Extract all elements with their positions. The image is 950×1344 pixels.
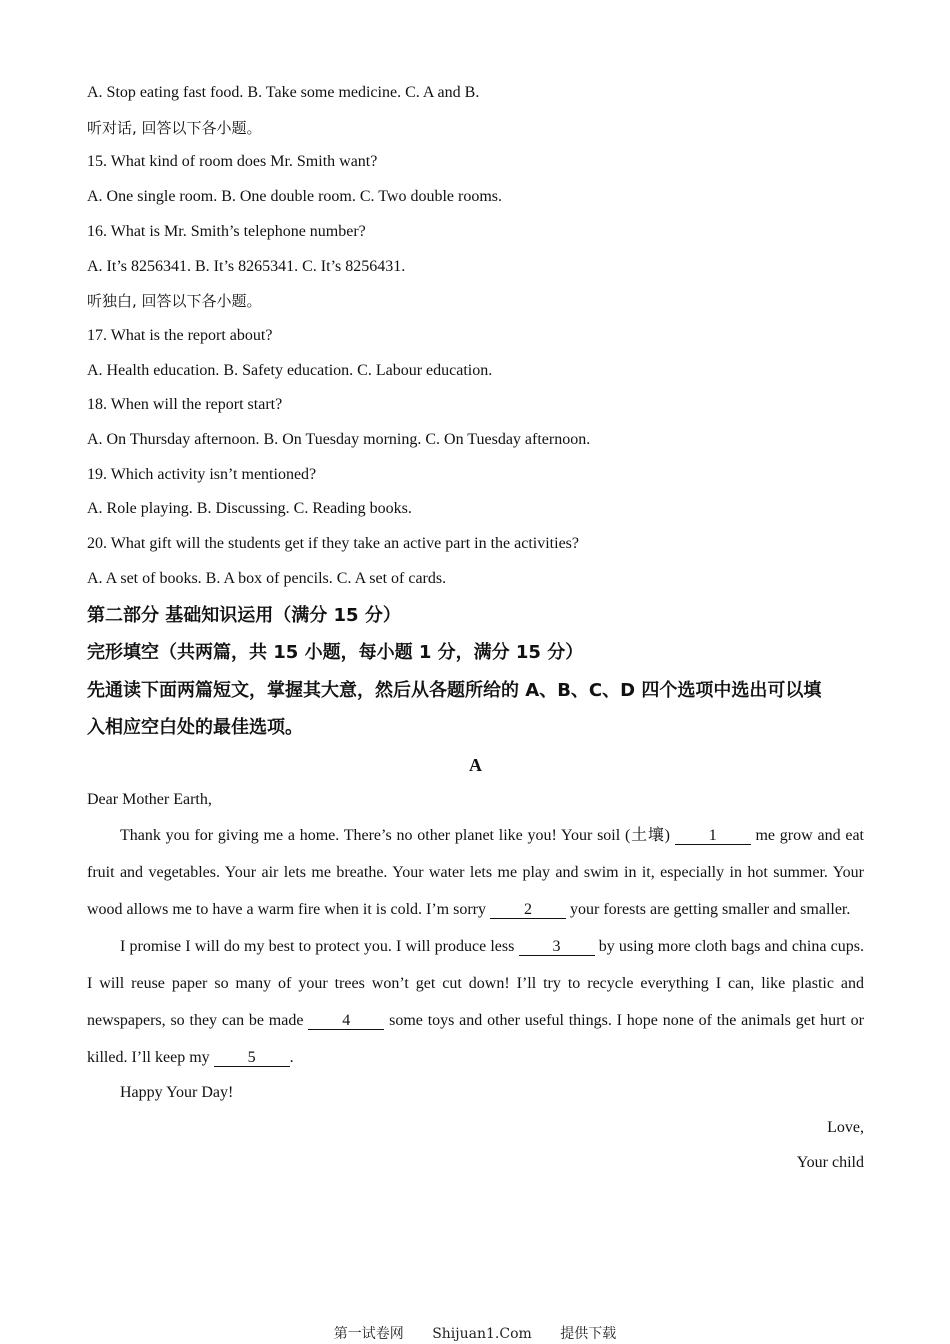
paragraph-text: Thank you for giving me a home. There’s no other planet like you! Your soil (土壤) xyxy=(120,827,675,845)
blank-1: 1 xyxy=(675,828,751,845)
q15-options: A. One single room. B. One double room. C. Two double rooms. xyxy=(87,188,502,206)
letter-closing-line: Happy Your Day! xyxy=(120,1084,234,1102)
letter-paragraph-1 xyxy=(87,817,864,928)
monologue-instruction: 听独白, 回答以下各小题。 xyxy=(87,292,262,311)
q18-text: 18. When will the report start? xyxy=(87,396,283,414)
blank-4: 4 xyxy=(308,1013,384,1030)
letter-salutation: Dear Mother Earth, xyxy=(87,790,212,808)
section-instruction-line-2: 入相应空白处的最佳选项。 xyxy=(87,717,303,739)
footer-site-en: Shijuan1.Com xyxy=(432,1326,532,1342)
q16-options: A. It’s 8256341. B. It’s 8265341. C. It’s 8256431. xyxy=(87,257,406,275)
page-footer xyxy=(0,1324,950,1344)
section-subheading: 完形填空（共两篇，共 15 小题，每小题 1 分，满分 15 分） xyxy=(87,642,584,664)
letter-signature: Your child xyxy=(796,1153,864,1171)
paragraph-text: some toys and other useful things. I hope none of the animals get hurt or killed. I’ll keep my xyxy=(87,1012,864,1067)
q19-options: A. Role playing. B. Discussing. C. Reading books. xyxy=(87,500,412,518)
q19-text: 19. Which activity isn’t mentioned? xyxy=(87,465,317,483)
footer-provide: 提供下载 xyxy=(560,1326,617,1342)
blank-2: 2 xyxy=(490,902,566,919)
document-page xyxy=(87,76,864,1180)
q18-options: A. On Thursday afternoon. B. On Tuesday morning. C. On Tuesday afternoon. xyxy=(87,431,591,449)
q20-options: A. A set of books. B. A box of pencils. C. A set of cards. xyxy=(87,569,447,587)
paragraph-text: I promise I will do my best to protect you. I will produce less xyxy=(120,938,519,956)
letter-love: Love, xyxy=(827,1118,864,1136)
q14-options: A. Stop eating fast food. B. Take some medicine. C. A and B. xyxy=(87,84,480,101)
q20-text: 20. What gift will the students get if they take an active part in the activities? xyxy=(87,535,579,553)
passage-title: A xyxy=(469,754,482,775)
q17-text: 17. What is the report about? xyxy=(87,326,273,344)
paragraph-text: me grow and eat fruit and vegetables. Your air lets me breathe. Your water lets me play and swim in it, especially in hot summer. Your wood allows me to have a warm fire when it is cold. I’m sorry xyxy=(87,827,864,919)
paragraph-text: your forests are getting smaller and smaller. xyxy=(566,901,851,919)
q15-text: 15. What kind of room does Mr. Smith want? xyxy=(87,153,378,171)
dialogue-instruction: 听对话, 回答以下各小题。 xyxy=(87,118,262,137)
section-heading: 第二部分 基础知识运用（满分 15 分） xyxy=(87,604,401,626)
section-instruction-line-1: 先通读下面两篇短文，掌握其大意，然后从各题所给的 A、B、C、D 四个选项中选出可以填 xyxy=(87,679,822,701)
blank-3: 3 xyxy=(519,939,595,956)
q16-text: 16. What is Mr. Smith’s telephone number? xyxy=(87,222,366,240)
blank-5: 5 xyxy=(214,1050,290,1067)
paragraph-text: . xyxy=(289,1049,294,1067)
footer-site-cn: 第一试卷网 xyxy=(333,1326,404,1342)
paragraph-text: by using more cloth bags and china cups. I will reuse paper so many of your trees won’t get cut down! I’ll try to recycle everything I can, like plastic and newspapers, so they can be made xyxy=(87,938,864,1030)
letter-paragraph-2 xyxy=(87,928,864,1076)
q17-options: A. Health education. B. Safety education. C. Labour education. xyxy=(87,361,493,379)
